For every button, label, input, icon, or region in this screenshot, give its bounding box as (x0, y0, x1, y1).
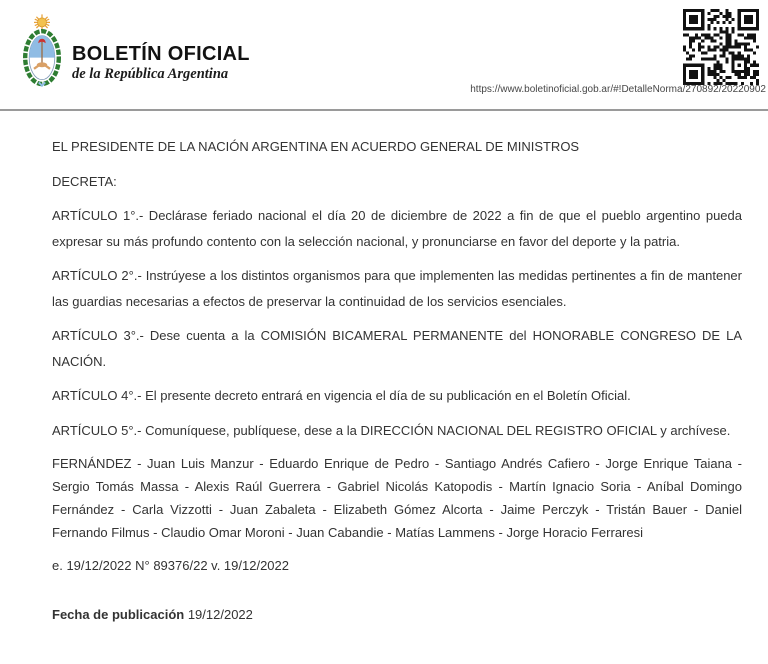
edition-line: e. 19/12/2022 N° 89376/22 v. 19/12/2022 (52, 558, 289, 573)
header-divider (0, 109, 768, 111)
decree-preamble: EL PRESIDENTE DE LA NACIÓN ARGENTINA EN ACUERDO GENERAL DE MINISTROS (52, 139, 580, 154)
brand-subtitle: de la República Argentina (72, 66, 229, 82)
decree-document (52, 134, 742, 636)
article-5: ARTÍCULO 5°.- Comuníquese, publíquese, dese a la DIRECCIÓN NACIONAL DEL REGISTRO OFICIAL y archívese. (52, 422, 731, 438)
article-3: ARTÍCULO 3°.- Dese cuenta a la COMISIÓN BICAMERAL PERMANENTE del HONORABLE CONGRESO DE LA NACIÓN. (52, 328, 742, 369)
article-1: ARTÍCULO 1°.- Declárase feriado nacional el día 20 de diciembre de 2022 a fin de que el pueblo argentino pueda expresar su más profundo contento con la selección nacional, y pronunciarse en favor del deporte y la patria. (52, 208, 742, 249)
qr-code-icon (683, 9, 759, 85)
brand-title: BOLETÍN OFICIAL (72, 43, 250, 65)
argentina-coat-of-arms-icon (18, 12, 66, 92)
decree-heading: DECRETA: (52, 173, 117, 189)
article-2: ARTÍCULO 2°.- Instrúyese a los distintos organismos para que implementen las medidas pertinentes a fin de mantener las guardias necesarias a efectos de preservar la continuidad de los servicios esenciales. (52, 268, 742, 309)
brand-block (72, 44, 250, 82)
signatories: FERNÁNDEZ - Juan Luis Manzur - Eduardo Enrique de Pedro - Santiago Andrés Cafiero - Jorge Enrique Taiana - Sergio Tomás Massa - Alexis Raúl Guerrera - Gabriel Nicolás Katopodis - Martín Ignacio Soria - Aníbal Domingo Fernández - Carla Vizzotti - Juan Zabaleta - Elizabeth Gómez Alcorta - Jaime Perczyk - Tristán Bauer - Daniel Fernando Filmus - Claudio Omar Moroni - Juan Cabandie - Matías Lammens - Jorge Horacio Ferraresi (52, 456, 742, 540)
page-header (0, 0, 768, 111)
publication-label: Fecha de publicación (52, 606, 185, 622)
norm-url-link[interactable]: https://www.boletinoficial.gob.ar/#!DetalleNorma/270892/20220902 (470, 84, 766, 95)
article-4: ARTÍCULO 4°.- El presente decreto entrará en vigencia el día de su publicación en el Boletín Oficial. (52, 388, 631, 403)
publication-date: 19/12/2022 (187, 606, 253, 622)
publication-line (52, 602, 742, 628)
